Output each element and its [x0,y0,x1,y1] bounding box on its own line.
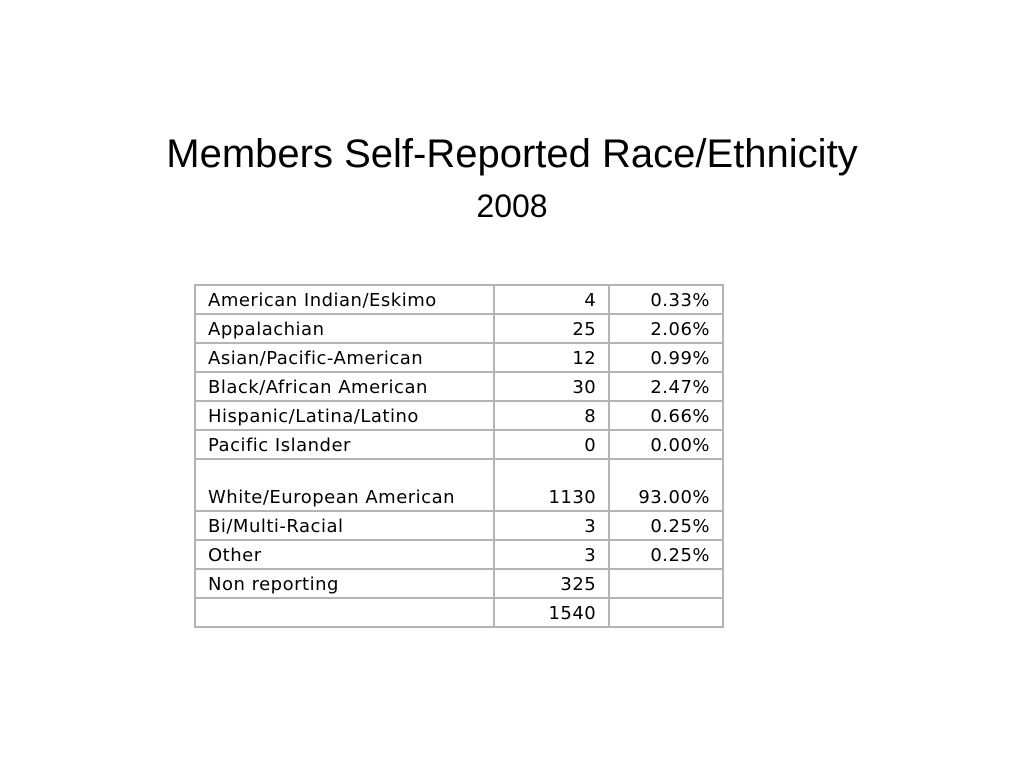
row-label: Hispanic/Latina/Latino [195,401,494,430]
table-row [195,285,723,314]
table-row [195,343,723,372]
row-percent: 0.00% [609,430,723,459]
row-count: 325 [494,569,609,598]
row-percent: 0.99% [609,343,723,372]
row-count: 3 [494,511,609,540]
slide-subtitle: 2008 [476,188,548,224]
row-count: 0 [494,430,609,459]
row-count: 1130 [494,459,609,511]
row-count: 3 [494,540,609,569]
row-label: Appalachian [195,314,494,343]
row-count: 8 [494,401,609,430]
row-label: Black/African American [195,372,494,401]
table-row [195,569,723,598]
row-percent: 2.47% [609,372,723,401]
total-label [195,598,494,627]
table-row [195,459,723,511]
table-row [195,511,723,540]
table-row [195,540,723,569]
row-percent: 2.06% [609,314,723,343]
row-count: 4 [494,285,609,314]
row-label: Pacific Islander [195,430,494,459]
slide-title: Members Self-Reported Race/Ethnicity [166,132,858,176]
row-percent: 0.25% [609,540,723,569]
row-label: Bi/Multi-Racial [195,511,494,540]
table-row [195,401,723,430]
row-count: 30 [494,372,609,401]
row-label: White/European American [195,459,494,511]
total-percent [609,598,723,627]
row-percent: 93.00% [609,459,723,511]
ethnicity-table [194,284,724,628]
table-row [195,372,723,401]
row-label: Non reporting [195,569,494,598]
row-percent: 0.66% [609,401,723,430]
row-label: Asian/Pacific-American [195,343,494,372]
row-percent: 0.25% [609,511,723,540]
row-count: 12 [494,343,609,372]
row-percent: 0.33% [609,285,723,314]
row-count: 25 [494,314,609,343]
row-label: American Indian/Eskimo [195,285,494,314]
total-count: 1540 [494,598,609,627]
row-label: Other [195,540,494,569]
total-row [195,598,723,627]
row-percent [609,569,723,598]
table-row [195,314,723,343]
table-row [195,430,723,459]
